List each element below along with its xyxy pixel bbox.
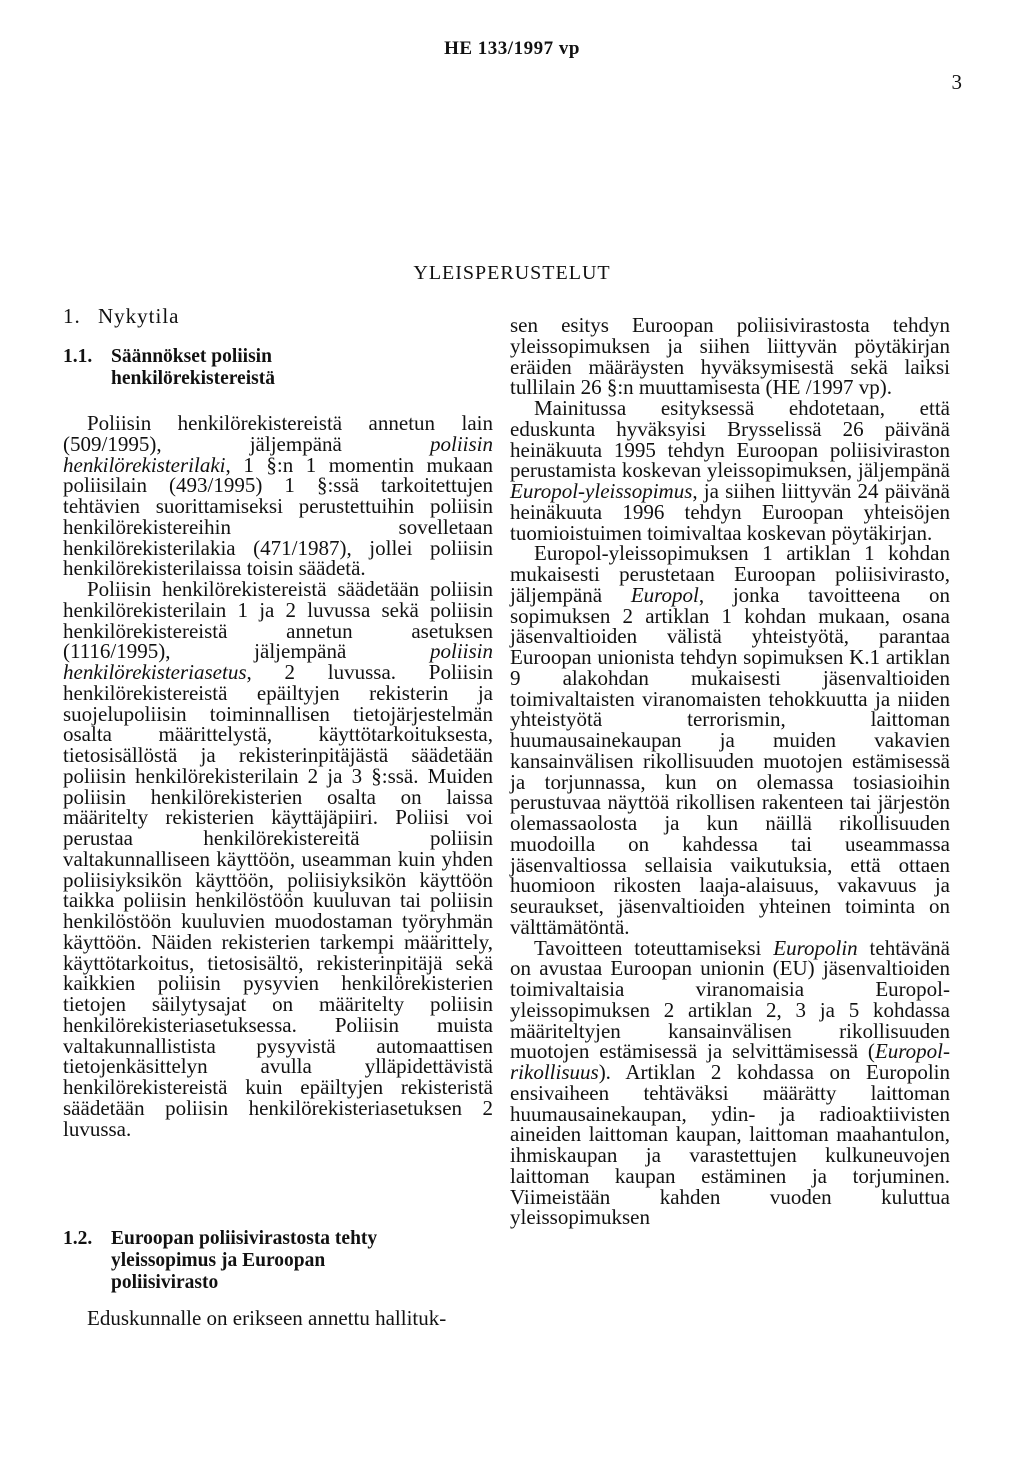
text-run: Poliisin henkilörekistereistä säädetään poliisin henkilörekisterilain 1 ja 2 luvussa sekä poliisin henkilörekistereistä annetun asetuksen (1116/1995), jäljempänä <box>63 577 493 664</box>
subheading-line: henkilörekistereistä <box>111 368 275 389</box>
paragraph <box>510 398 950 543</box>
left-column-text-2 <box>63 1308 493 1329</box>
section-title: YLEISPERUSTELUT <box>413 262 611 284</box>
text-run: , 1 §:n 1 momentin mukaan poliisilain (493/1995) 1 §:ssä tarkoitettujen tehtävien suorittamiseksi perustettuihin poliisin henkilörekistereihin sovelletaan henkilörekisterilakia (471/1987), jollei poliisin henkilörekisterilaissa toisin säädetä. <box>63 452 493 581</box>
subheading-number: 1.1. <box>63 346 93 367</box>
subheading-1-1 <box>63 346 483 390</box>
subheading-number: 1.2. <box>63 1228 93 1249</box>
heading-text: Nykytila <box>98 304 180 328</box>
text-run: ). Artiklan 2 kohdassa on Europolin ensivaiheen tehtäväksi määrätty laittoman huumausainekaupan, ydin- ja radioaktiivisten aineiden laittoman kaupan, laittoman maahantulon, ihmiskaupan ja varastettujen kulkuneuvojen laittoman kaupan estäminen ja torjuminen. Viimeistään kahden vuoden kuluttua yleissopimuksen <box>510 1060 950 1230</box>
paragraph <box>510 935 950 1230</box>
italic-term: poliisin henkilörekisterilaki <box>63 431 493 477</box>
italic-term: Europol-yleissopimus <box>510 479 693 503</box>
italic-term: poliisin henkilörekisteriasetus <box>63 639 493 684</box>
paragraph: Eduskunnalle on erikseen annettu hallituk- <box>87 1306 447 1330</box>
text-run: Europol-yleissopimuksen 1 artiklan 1 kohdan mukaisesti perustetaan Euroopan poliisivirasto, jäljempänä <box>510 541 950 607</box>
text-run: Mainitussa esityksessä ehdotetaan, että eduskunta hyväksyisi Brysselissä 26 päivänä heinäkuuta 1995 tehdyn Euroopan poliisiviraston perustamista koskevan yleissopimuksen, jäljempänä <box>510 396 950 483</box>
text-run: Tavoitteen toteuttamiseksi <box>534 935 774 960</box>
text-run: , ja siihen liittyvän 24 päivänä heinäkuuta 1996 tehdyn Euroopan yhteisöjen tuomioistuimen toimivaltaa koskevan pöytäkirjan. <box>510 479 950 545</box>
text-run: , jonka tavoitteena on sopimuksen 2 artiklan 1 kohdan mukaan, osana jäsenvaltioiden välistä yhteistyötä, parantaa Euroopan unionista tehdyn sopimuksen K.1 artiklan 9 alakohdan mukaisesti jäsenvaltioiden toimivaltaisten viranomaisten tehokkuutta ja niiden yhteistyötä terrorismin, laittoman huumausainekaupan ja muiden vakavien kansainvälisen rikollisuuden muotojen estämisessä ja torjunnassa, kun on olemassa tosiasioihin perustuvaa näyttöä rikollisen rakenteen tai järjestön olemassaolosta ja kun näillä rikollisuuden muodoilla on kahdessa tai useammassa jäsenvaltiossa sellaisia vaikutuksia, että ottaen huomioon rikosten laaja-alaisuus, vakavuus ja seuraukset, jäsenvaltioiden yhteinen toiminta on välttämätöntä. <box>510 582 951 939</box>
paragraph: sen esitys Euroopan poliisivirastosta tehdyn yleissopimuksen ja siihen liittyvän pöytäkirjan eräiden määräysten hyväksymisestä sekä laiksi tullilain 26 §:n muuttamisesta (HE /1997 vp). <box>510 313 950 400</box>
subheading-line: Euroopan poliisivirastosta tehty <box>111 1228 378 1249</box>
italic-term: Europol-rikollisuus <box>510 1039 950 1084</box>
italic-term: Europol <box>630 582 699 607</box>
paragraph <box>510 543 950 937</box>
left-column-text <box>63 413 493 1139</box>
subheading-line: yleissopimus ja Euroopan <box>111 1250 326 1271</box>
right-column-text <box>510 315 950 1228</box>
text-run: , 2 luvussa. Poliisin henkilörekistereistä epäiltyjen rekisterin ja suojelupoliisin toiminnallisen tietojärjestelmän osalta määrittelystä, käyttötarkoituksesta, tietosisällöstä ja rekisterinpitäjästä säädetään poliisin henkilörekisterilain 2 ja 3 §:ssä. Muiden poliisin henkilörekisterien osalta on laissa määritelty rekisterien käyttäjäpiiri. Poliisi voi perustaa henkilörekistereitä poliisin valtakunnalliseen käyttöön, useamman kuin yhden poliisiyksikön käyttöön, poliisiyksikön käyttöön taikka poliisin henkilöstöön kuuluvan tai poliisin henkilöstöön kuuluvien muodostaman työryhmän käyttöön. Näiden rekisterien tarkempi määrittely, käyttötarkoitus, tietosisältö, rekisterinpitäjä sekä kaikkien poliisin pysyvien henkilörekisterien tietojen säilytysajat on määritelty poliisin henkilörekisteriasetuksessa. Poliisin muista valtakunnallistista pysyvistä automaattisen tietojenkäsittelyn avulla ylläpidettävistä henkilörekistereistä kuin epäiltyjen rekisteristä säädetään poliisin henkilörekisteriasetuksen 2 luvussa. <box>63 660 493 1141</box>
text-run: Poliisin henkilörekistereistä annetun lain (509/1995), jäljempänä <box>63 411 493 456</box>
running-head: HE 133/1997 vp <box>444 38 580 59</box>
text-run: tehtävänä on avustaa Euroopan unionin (EU) jäsenvaltioiden toimivaltaisia viranomaisia Europol-yleissopimuksen 2 artiklan 2, 3 ja 5 kohdassa määriteltyjen kansainvälisen rikollisuuden muotojen estämisessä ja selvittämisessä ( <box>510 935 950 1064</box>
paragraph <box>63 579 493 1139</box>
italic-term: Europolin <box>773 935 858 960</box>
heading-nykytila <box>63 304 180 329</box>
subheading-1-2 <box>63 1228 483 1294</box>
heading-number: 1. <box>63 304 81 328</box>
paragraph <box>63 413 493 579</box>
page-number: 3 <box>951 70 962 94</box>
subheading-line: Säännökset poliisin <box>111 346 272 367</box>
subheading-line: poliisivirasto <box>111 1272 219 1293</box>
